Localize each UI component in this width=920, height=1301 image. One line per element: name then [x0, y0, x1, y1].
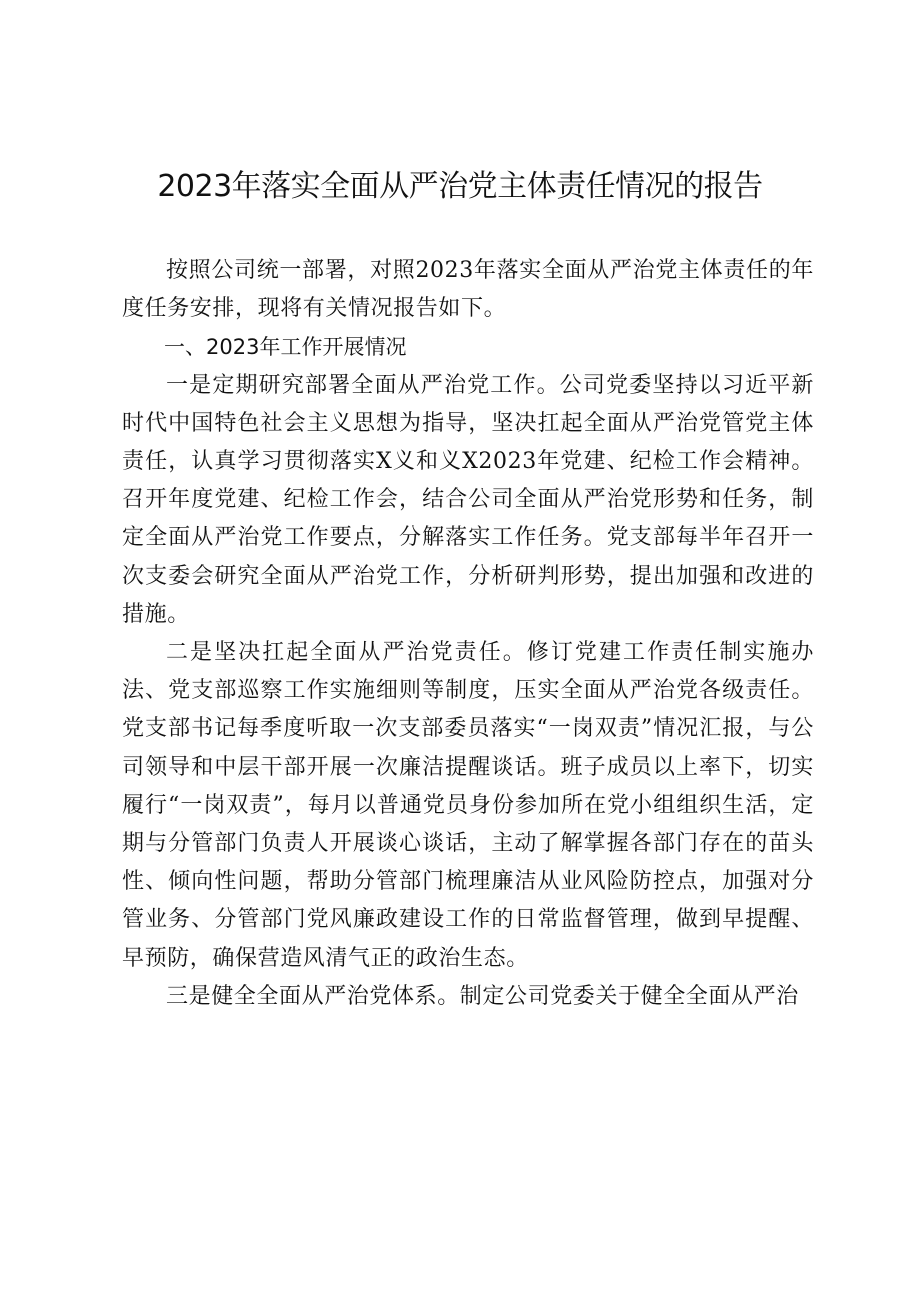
- section-heading: 一、2023年工作开展情况: [164, 335, 407, 360]
- document-title: 2023年落实全面从严治党主体责任情况的报告: [157, 169, 763, 204]
- document-body: [122, 252, 814, 1016]
- body-paragraph-3: 三是健全全面从严治党体系。制定公司党委关于健全全面从严治: [166, 983, 799, 1009]
- intro-paragraph: 按照公司统一部署，对照2023年落实全面从严治党主体责任的年度任务安排，现将有关情况报告如下。: [122, 258, 814, 322]
- body-paragraph-2: 二是坚决扛起全面从严治党责任。修订党建工作责任制实施办法、党支部巡察工作实施细则等制度，压实全面从严治党各级责任。党支部书记每季度听取一次支部委员落实“一岗双责”情况汇报，与公司领导和中层干部开展一次廉洁提醒谈话。班子成员以上率下，切实履行“一岗双责”，每月以普通党员身份参加所在党小组组织生活，定期与分管部门负责人开展谈心谈话，主动了解掌握各部门存在的苗头性、倾向性问题，帮助分管部门梳理廉洁从业风险防控点，加强对分管业务、分管部门党风廉政建设工作的日常监督管理，做到早提醒、早预防，确保营造风清气正的政治生态。: [122, 640, 814, 971]
- body-paragraph-1: 一是定期研究部署全面从严治党工作。公司党委坚持以习近平新时代中国特色社会主义思想为指导，坚决扛起全面从严治党管党主体责任，认真学习贯彻落实X义和义X2023年党建、纪检工作会精神。召开年度党建、纪检工作会，结合公司全面从严治党形势和任务，制定全面从严治党工作要点，分解落实工作任务。党支部每半年召开一次支委会研究全面从严治党工作，分析研判形势，提出加强和改进的措施。: [122, 372, 814, 627]
